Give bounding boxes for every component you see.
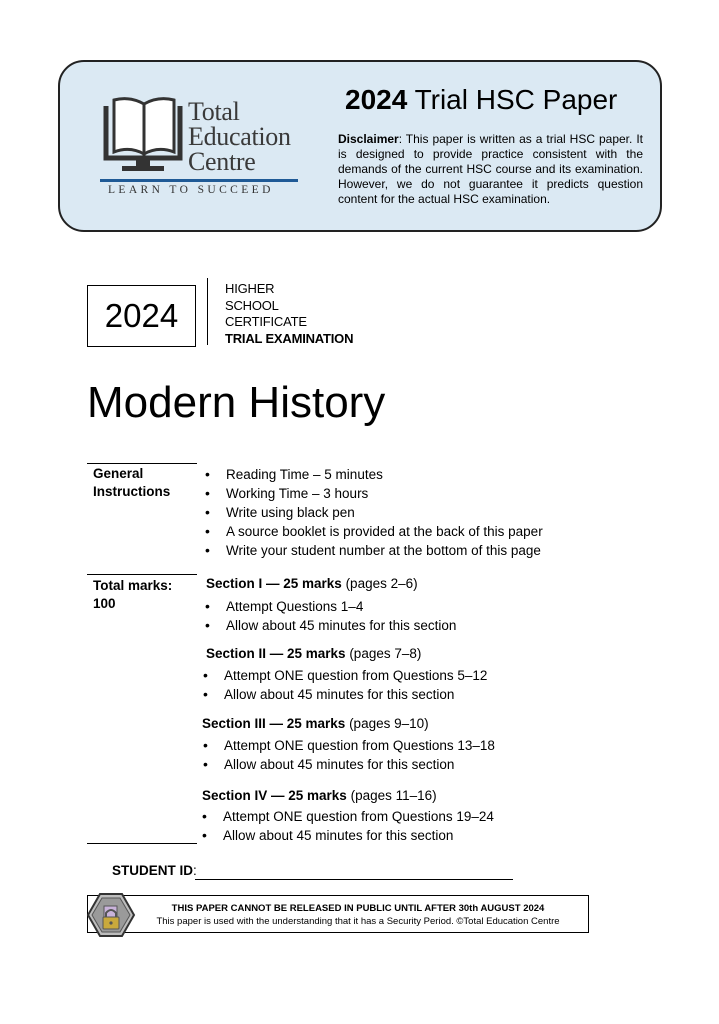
divider-general <box>87 463 197 464</box>
divider-total <box>87 574 197 575</box>
divider-sections-end <box>87 843 197 844</box>
header-banner <box>58 60 662 232</box>
section-3-list <box>203 736 495 774</box>
section-4-heading: Section IV — 25 marks (pages 11–16) <box>202 788 437 803</box>
logo-tagline: LEARN TO SUCCEED <box>108 184 274 196</box>
section-3-heading: Section III — 25 marks (pages 9–10) <box>202 716 429 731</box>
exam-type-line-4: TRIAL EXAMINATION <box>225 330 354 346</box>
logo-word-education: Education <box>188 122 291 151</box>
list-item: • Attempt ONE question from Questions 19–24 <box>202 807 494 826</box>
exam-divider <box>207 278 208 345</box>
padlock-icon <box>86 892 136 938</box>
section-1-heading: Section I — 25 marks (pages 2–6) <box>206 576 418 591</box>
disclaimer <box>338 132 643 207</box>
open-book-monitor-icon <box>100 96 186 176</box>
banner-title-text: Trial HSC Paper <box>407 84 618 115</box>
section-2-heading: Section II — 25 marks (pages 7–8) <box>206 646 422 661</box>
section-2-list <box>203 666 487 704</box>
list-item: • Write using black pen <box>205 503 543 522</box>
total-marks-label: Total marks: 100 <box>93 578 173 611</box>
exam-type <box>225 281 353 347</box>
exam-type-line-3: CERTIFICATE <box>225 314 307 329</box>
section-4-list <box>202 807 494 845</box>
logo-word-centre: Centre <box>188 147 256 176</box>
list-item: • A source booklet is provided at the back of this paper <box>205 522 543 541</box>
security-notice <box>87 895 589 933</box>
total-education-centre-logo <box>100 96 305 196</box>
exam-year-box: 2024 <box>87 285 196 347</box>
security-notice-heading: THIS PAPER CANNOT BE RELEASED IN PUBLIC UNTIL AFTER 30th AUGUST 2024 <box>171 903 545 914</box>
banner-title <box>345 84 617 116</box>
list-item: • Attempt ONE question from Questions 13–18 <box>203 736 495 755</box>
banner-title-year: 2024 <box>345 84 408 115</box>
logo-underline <box>100 179 298 182</box>
security-notice-text: This paper is used with the understanding that it has a Security Period. ©Total Education Centre <box>156 916 560 927</box>
list-item: • Allow about 45 minutes for this section <box>203 685 487 704</box>
list-item: • Working Time – 3 hours <box>205 484 543 503</box>
general-instructions-label: General Instructions <box>93 466 171 499</box>
student-id-label: STUDENT ID: <box>112 863 197 878</box>
section-1-list <box>205 597 456 635</box>
list-item: • Attempt ONE question from Questions 5–12 <box>203 666 487 685</box>
disclaimer-label: Disclaimer <box>338 132 399 146</box>
list-item: • Write your student number at the bottom of this page <box>205 541 543 560</box>
exam-type-line-2: SCHOOL <box>225 297 279 313</box>
list-item: • Allow about 45 minutes for this section <box>202 826 494 845</box>
exam-type-line-1: HIGHER <box>225 281 275 296</box>
subject-title: Modern History <box>87 378 386 427</box>
list-item: • Reading Time – 5 minutes <box>205 465 543 484</box>
list-item: • Allow about 45 minutes for this section <box>203 755 495 774</box>
logo-word-total: Total <box>188 97 240 126</box>
student-id-field[interactable] <box>195 879 513 880</box>
general-instructions-list <box>205 465 543 560</box>
disclaimer-text: : This paper is written as a trial HSC paper. It is designed to provide practice consistent with the demands of the current HSC course and its examination. However, we do not guarantee it predicts question content for the actual HSC examination. <box>338 132 643 206</box>
list-item: • Allow about 45 minutes for this section <box>205 616 456 635</box>
list-item: • Attempt Questions 1–4 <box>205 597 456 616</box>
